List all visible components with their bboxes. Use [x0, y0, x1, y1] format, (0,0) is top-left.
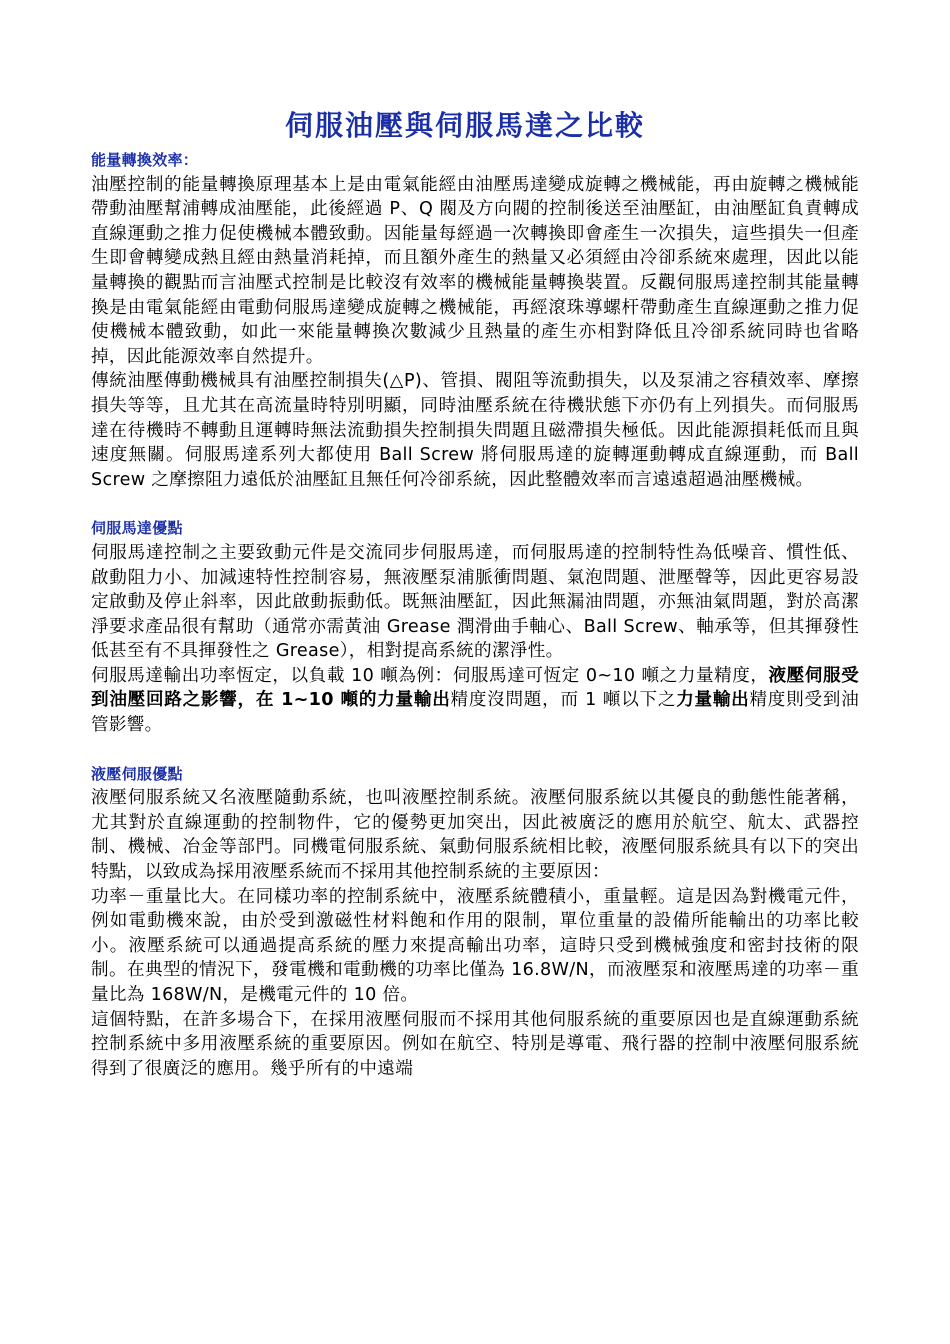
text-run: 精度沒問題，而 1 噸以下之 — [450, 690, 677, 711]
text-run: 伺服馬達輸出功率恆定，以負載 10 噸為例：伺服馬達可恆定 0~10 噸之力量精度， — [91, 665, 769, 686]
bold-text-run: 力量輸出 — [676, 690, 750, 711]
section-spacer — [91, 492, 859, 516]
paragraph: 功率－重量比大。在同樣功率的控制系統中，液壓系統體積小，重量輕。這是因為對機電元件，例如電動機來說，由於受到激磁性材料飽和作用的限制，單位重量的設備所能輸出的功率比較小。液壓系統可以通過提高系統的壓力來提高輸出功率，這時只受到機械強度和密封技術的限制。在典型的情況下，發電機和電動機的功率比僅為 16.8W/N，而液壓泵和液壓馬達的功率－重量比為 168W/N，是機電元件的 10 倍。 — [91, 886, 859, 1005]
paragraph: 液壓伺服系統又名液壓隨動系統，也叫液壓控制系統。液壓伺服系統以其優良的動態性能著稱，尤其對於直線運動的控制物件，它的優勢更加突出，因此被廣泛的應用於航空、航太、武器控制、機械、冶金等部門。同機電伺服系統、氣動伺服系統相比較，液壓伺服系統具有以下的突出特點，以致成為採用液壓系統而不採用其他控制系統的主要原因： — [91, 788, 859, 883]
section-heading-servo-motor-advantages: 伺服馬達優點 — [91, 519, 183, 538]
section-heading-hydraulic-servo-advantages: 液壓伺服優點 — [91, 764, 183, 783]
paragraph: 這個特點，在許多場合下，在採用液壓伺服而不採用其他伺服系統的重要原因也是直線運動系統控制系統中多用液壓系統的重要原因。例如在航空、特別是導電、飛行器的控制中液壓伺服系統得到了很廣泛的應用。幾乎所有的中遠端 — [91, 1009, 859, 1079]
paragraph-rich — [91, 664, 859, 738]
document-body — [91, 148, 859, 1081]
section-heading-energy-efficiency: 能量轉換效率： — [91, 151, 199, 169]
document-title: 伺服油壓與伺服馬達之比較 — [284, 109, 645, 142]
bold-text-run: 液壓伺服受到油壓回路之影響，在 1~10 噸的力量輸出 — [91, 665, 859, 711]
section-spacer — [91, 738, 859, 762]
paragraph: 油壓控制的能量轉換原理基本上是由電氣能經由油壓馬達變成旋轉之機械能，再由旋轉之機械能帶動油壓幫浦轉成油壓能，此後經過 P、Q 閥及方向閥的控制後送至油壓缸，由油壓缸負責轉成直線運動之推力促使機械本體致動。因能量每經過一次轉換即會產生一次損失，這些損失一但產生即會轉變成熱且經由熱量消耗掉，而且額外產生的熱量又必須經由冷卻系統來處理，因此以能量轉換的觀點而言油壓式控制是比較沒有效率的機械能量轉換裝置。反觀伺服馬達控制其能量轉換是由電氣能經由電動伺服馬達變成旋轉之機械能，再經滾珠導螺杆帶動產生直線運動之推力促使機械本體致動，如此一來能量轉換次數減少且熱量的產生亦相對降低且冷卻系統同時也省略掉，因此能源效率自然提升。 — [91, 174, 859, 367]
text-run: 精度則受到油管影響。 — [91, 690, 859, 736]
paragraph: 伺服馬達控制之主要致動元件是交流同步伺服馬達，而伺服馬達的控制特性為低噪音、慣性低、啟動阻力小、加減速特性控制容易，無液壓泵浦脈衝問題、氣泡問題、泄壓聲等，因此更容易設定啟動及停止斜率，因此啟動振動低。既無油壓缸，因此無漏油問題，亦無油氣問題，對於高潔淨要求產品很有幫助（通常亦需黃油 Grease 潤滑曲手軸心、Ball Screw、軸承等，但其揮發性低甚至有不具揮發性之 Grease），相對提高系統的潔淨性。 — [91, 542, 859, 662]
paragraph: 傳統油壓傳動機械具有油壓控制損失(△P)、管損、閥阻等流動損失，以及泵浦之容積效率、摩擦損失等等，且尤其在高流量時特別明顯，同時油壓系統在待機狀態下亦仍有上列損失。而伺服馬達在待機時不轉動且運轉時無法流動損失控制損失問題且磁滯損失極低。因此能源損耗低而且與速度無關。伺服馬達系列大都使用 Ball Screw 將伺服馬達的旋轉運動轉成直線運動，而 Ball Screw 之摩擦阻力遠低於油壓缸且無任何冷卻系統，因此整體效率而言遠遠超過油壓機械。 — [91, 371, 859, 490]
